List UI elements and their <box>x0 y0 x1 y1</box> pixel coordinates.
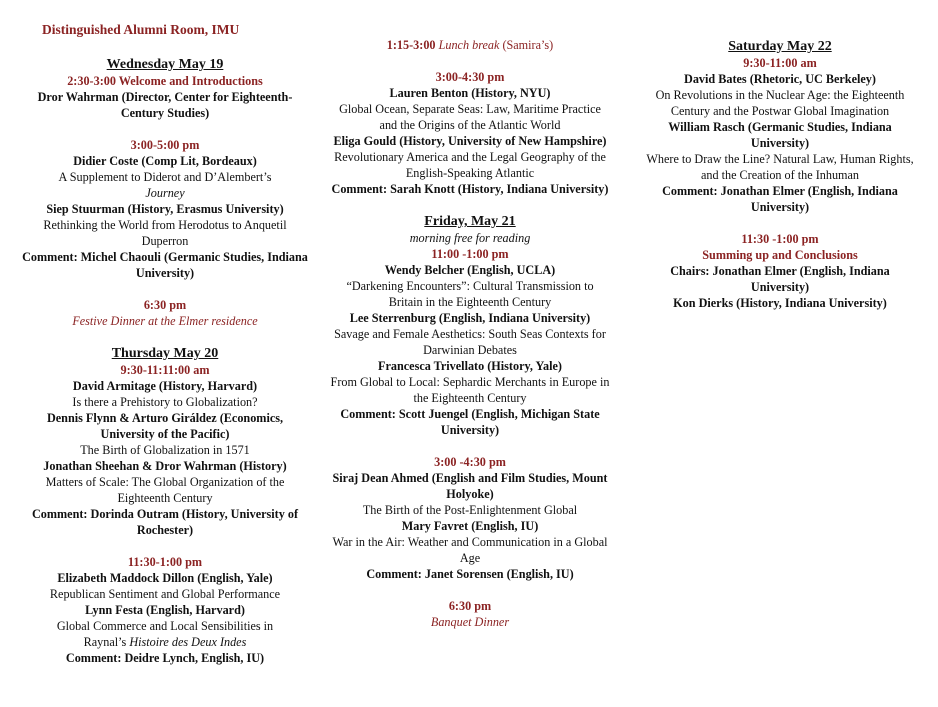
talk-title-italic: Histoire des Deux Indes <box>129 635 247 649</box>
commentator: Comment: Deidre Lynch, English, IU) <box>65 651 265 665</box>
session-time: 6:30 pm <box>448 599 492 613</box>
session-time: 9:30-11:00 am <box>743 56 817 70</box>
event-name: Banquet Dinner <box>430 615 510 629</box>
commentator: Comment: Michel Chaouli (Germanic Studies, Indiana University) <box>22 250 308 280</box>
session-time: 11:30 -1:00 pm <box>741 232 819 246</box>
talk-title: Is there a Prehistory to Globalization? <box>72 395 258 409</box>
talk-title: On Revolutions in the Nuclear Age: the Eighteenth Century and the Postwar Global Imagination <box>655 88 905 118</box>
speaker: Siraj Dean Ahmed (English and Film Studies, Mount Holyoke) <box>332 471 608 501</box>
talk-title: The Birth of Globalization in 1571 <box>80 443 250 457</box>
talk-title: Republican Sentiment and Global Performance <box>49 587 281 601</box>
speaker: Lynn Festa (English, Harvard) <box>85 603 245 617</box>
talk-title: From Global to Local: Sephardic Merchants in Europe in the Eighteenth Century <box>330 375 610 405</box>
talk-title: “Darkening Encounters”: Cultural Transmission to Britain in the Eighteenth Century <box>346 279 594 309</box>
speaker: Didier Coste (Comp Lit, Bordeaux) <box>73 154 257 168</box>
day-heading-wednesday: Wednesday May 19 <box>106 57 224 72</box>
talk-title: A Supplement to Diderot and D’Alembert’s <box>58 170 272 184</box>
commentator: Comment: Dorinda Outram (History, University of Rochester) <box>31 507 299 537</box>
session-time: 11:30-1:00 pm <box>127 555 203 569</box>
session-time: 3:00 -4:30 pm <box>434 455 506 469</box>
speaker: Siep Stuurman (History, Erasmus University) <box>46 202 284 216</box>
speaker: William Rasch (Germanic Studies, Indiana University) <box>668 120 892 150</box>
day-note: morning free for reading <box>409 231 531 245</box>
session-time: 3:00-4:30 pm <box>435 70 505 84</box>
speaker: Francesca Trivellato (History, Yale) <box>378 359 562 373</box>
session-title: Summing up and Conclusions <box>702 248 858 262</box>
commentator: Comment: Scott Juengel (English, Michigan State University) <box>340 407 600 437</box>
talk-title: War in the Air: Weather and Communication in a Global Age <box>332 535 608 565</box>
talk-title <box>20 634 310 650</box>
column-1 <box>20 0 310 666</box>
session-time: 3:00-5:00 pm <box>130 138 200 152</box>
session-time: 1:15-3:00 <box>386 38 439 52</box>
speaker: Mary Favret (English, IU) <box>401 519 539 533</box>
speaker: Kon Dierks (History, Indiana University) <box>673 296 887 310</box>
talk-title: Revolutionary America and the Legal Geography of the English-Speaking Atlantic <box>334 150 606 180</box>
speaker: David Bates (Rhetoric, UC Berkeley) <box>684 72 876 86</box>
session-time: 6:30 pm <box>143 298 187 312</box>
speaker: Eliga Gould (History, University of New Hampshire) <box>333 134 607 148</box>
speaker: Lauren Benton (History, NYU) <box>389 86 551 100</box>
chairs: Chairs: Jonathan Elmer (English, Indiana University) <box>670 264 890 294</box>
talk-title-part: Raynal’s <box>83 635 130 649</box>
commentator: Comment: Sarah Knott (History, Indiana University) <box>331 182 609 196</box>
talk-title: Savage and Female Aesthetics: South Seas Contexts for Darwinian Debates <box>334 327 606 357</box>
venue-heading: Distinguished Alumni Room, IMU <box>42 22 240 37</box>
session-time: 2:30-3:00 Welcome and Introductions <box>67 74 263 88</box>
day-heading-friday: Friday, May 21 <box>424 214 516 229</box>
speaker: David Armitage (History, Harvard) <box>72 379 258 393</box>
talk-title: Matters of Scale: The Global Organization of the Eighteenth Century <box>45 475 285 505</box>
column-2 <box>330 0 610 630</box>
speaker: Elizabeth Maddock Dillon (English, Yale) <box>57 571 273 585</box>
talk-title: The Birth of the Post-Enlightenment Global <box>362 503 578 517</box>
column-3 <box>640 0 920 311</box>
commentator: Comment: Jonathan Elmer (English, Indiana University) <box>662 184 898 214</box>
talk-title: Rethinking the World from Herodotus to Anquetil Duperron <box>43 218 287 248</box>
talk-title-italic: Journey <box>145 186 185 200</box>
speaker: Dennis Flynn & Arturo Giráldez (Economics, University of the Pacific) <box>46 411 284 441</box>
speaker: Jonathan Sheehan & Dror Wahrman (History) <box>43 459 287 473</box>
commentator: Comment: Janet Sorensen (English, IU) <box>366 567 574 581</box>
speaker: Lee Sterrenburg (English, Indiana University) <box>349 311 591 325</box>
talk-title: Global Commerce and Local Sensibilities in <box>56 619 274 633</box>
talk-title: Global Ocean, Separate Seas: Law, Maritime Practice and the Origins of the Atlantic World <box>339 102 601 132</box>
event-name: Lunch break <box>438 38 500 52</box>
speaker: Dror Wahrman (Director, Center for Eighteenth-Century Studies) <box>37 90 293 120</box>
talk-title: Where to Draw the Line? Natural Law, Human Rights, and the Creation of the Inhuman <box>646 152 914 182</box>
event-place: (Samira’s) <box>499 38 554 52</box>
speaker: Wendy Belcher (English, UCLA) <box>384 263 556 277</box>
session-time: 11:00 -1:00 pm <box>431 247 509 261</box>
day-heading-thursday: Thursday May 20 <box>111 346 219 361</box>
lunch-line <box>330 37 610 53</box>
day-heading-saturday: Saturday May 22 <box>728 39 832 54</box>
session-time: 9:30-11:11:00 am <box>120 363 210 377</box>
event-name: Festive Dinner at the Elmer residence <box>72 314 258 328</box>
